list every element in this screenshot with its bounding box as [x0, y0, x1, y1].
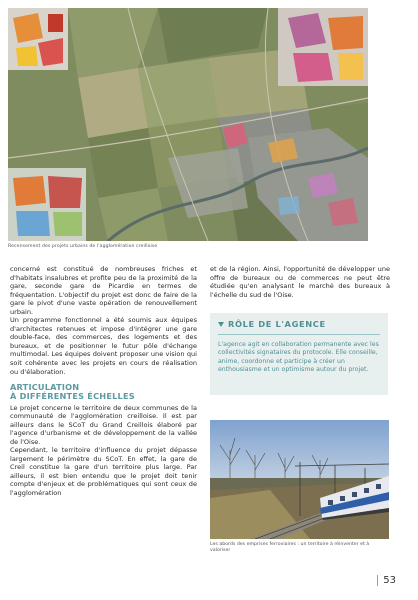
section-heading	[10, 383, 197, 401]
left-column	[10, 265, 197, 498]
body-paragraph: Cependant, le territoire d'influence du projet dépasse largement le périmètre du SCoT. En effet, la gare de Creil constitue la gare d'un territoire plus large. Par ailleurs, il est bien entendu que le projet doit tenir compte d'enjeux et de problématiques qui sont ceux de l'agglomération	[10, 446, 197, 497]
collage-caption: Recensement des projets urbains de l'agglomération creilloise	[8, 244, 158, 249]
section-heading-line: À DIFFÉRENTES ÉCHELLES	[10, 391, 135, 402]
photo-caption: Les abords des emprises ferroviaires : un territoire à réinventer et à valoriser	[210, 542, 370, 553]
agence-box-title	[218, 319, 380, 335]
body-paragraph: concerné est constitué de nombreuses friches et d'habitats insalubres et profite peu de la proximité de la gare, seconde gare de Picardie en termes de fréquentation. L'objectif du projet est donc de faire de la gare le pivot d'une vaste opération de renouvellement urbain.	[10, 265, 197, 316]
body-paragraph: Le projet concerne le territoire de deux communes de la communauté de l'agglomération creilloise. Il est par ailleurs dans le SCoT du Grand Creillois élaboré par l'agence d'urbanisme et de développement de la vallée de l'Oise.	[10, 403, 197, 446]
agence-box-text: L'agence agit en collaboration permanente avec les collectivités signataires du protocole. Elle conseille, anime, coordonne et participe à créer un enthousiasme et un optimisme autour du projet.	[218, 341, 379, 373]
triangle-down-icon	[218, 322, 224, 327]
aerial-map-collage	[8, 8, 368, 241]
agence-sidebar-box	[210, 313, 388, 395]
body-paragraph: et de la région. Ainsi, l'opportunité de développer une offre de bureaux ou de commerces ne peut être étudiée qu'en analysant le marché des bureaux à l'échelle du sud de l'Oise.	[210, 265, 390, 299]
body-paragraph: Un programme fonctionnel a été soumis aux équipes d'architectes retenues et impose d'intégrer une gare double-face, des commerces, des logements et des bureaux, et de positionner le futur pôle d'échange multimodal. Les équipes doivent proposer une vision qui soit cohérente avec les projets en cours de réalisation ou d'élaboration.	[10, 316, 197, 376]
railway-photo	[210, 420, 389, 539]
page-number: 53	[377, 575, 396, 586]
section-heading-line: ARTICULATION	[10, 382, 80, 393]
agence-box-title-text: RÔLE DE L'AGENCE	[228, 319, 326, 329]
right-column	[210, 265, 390, 299]
